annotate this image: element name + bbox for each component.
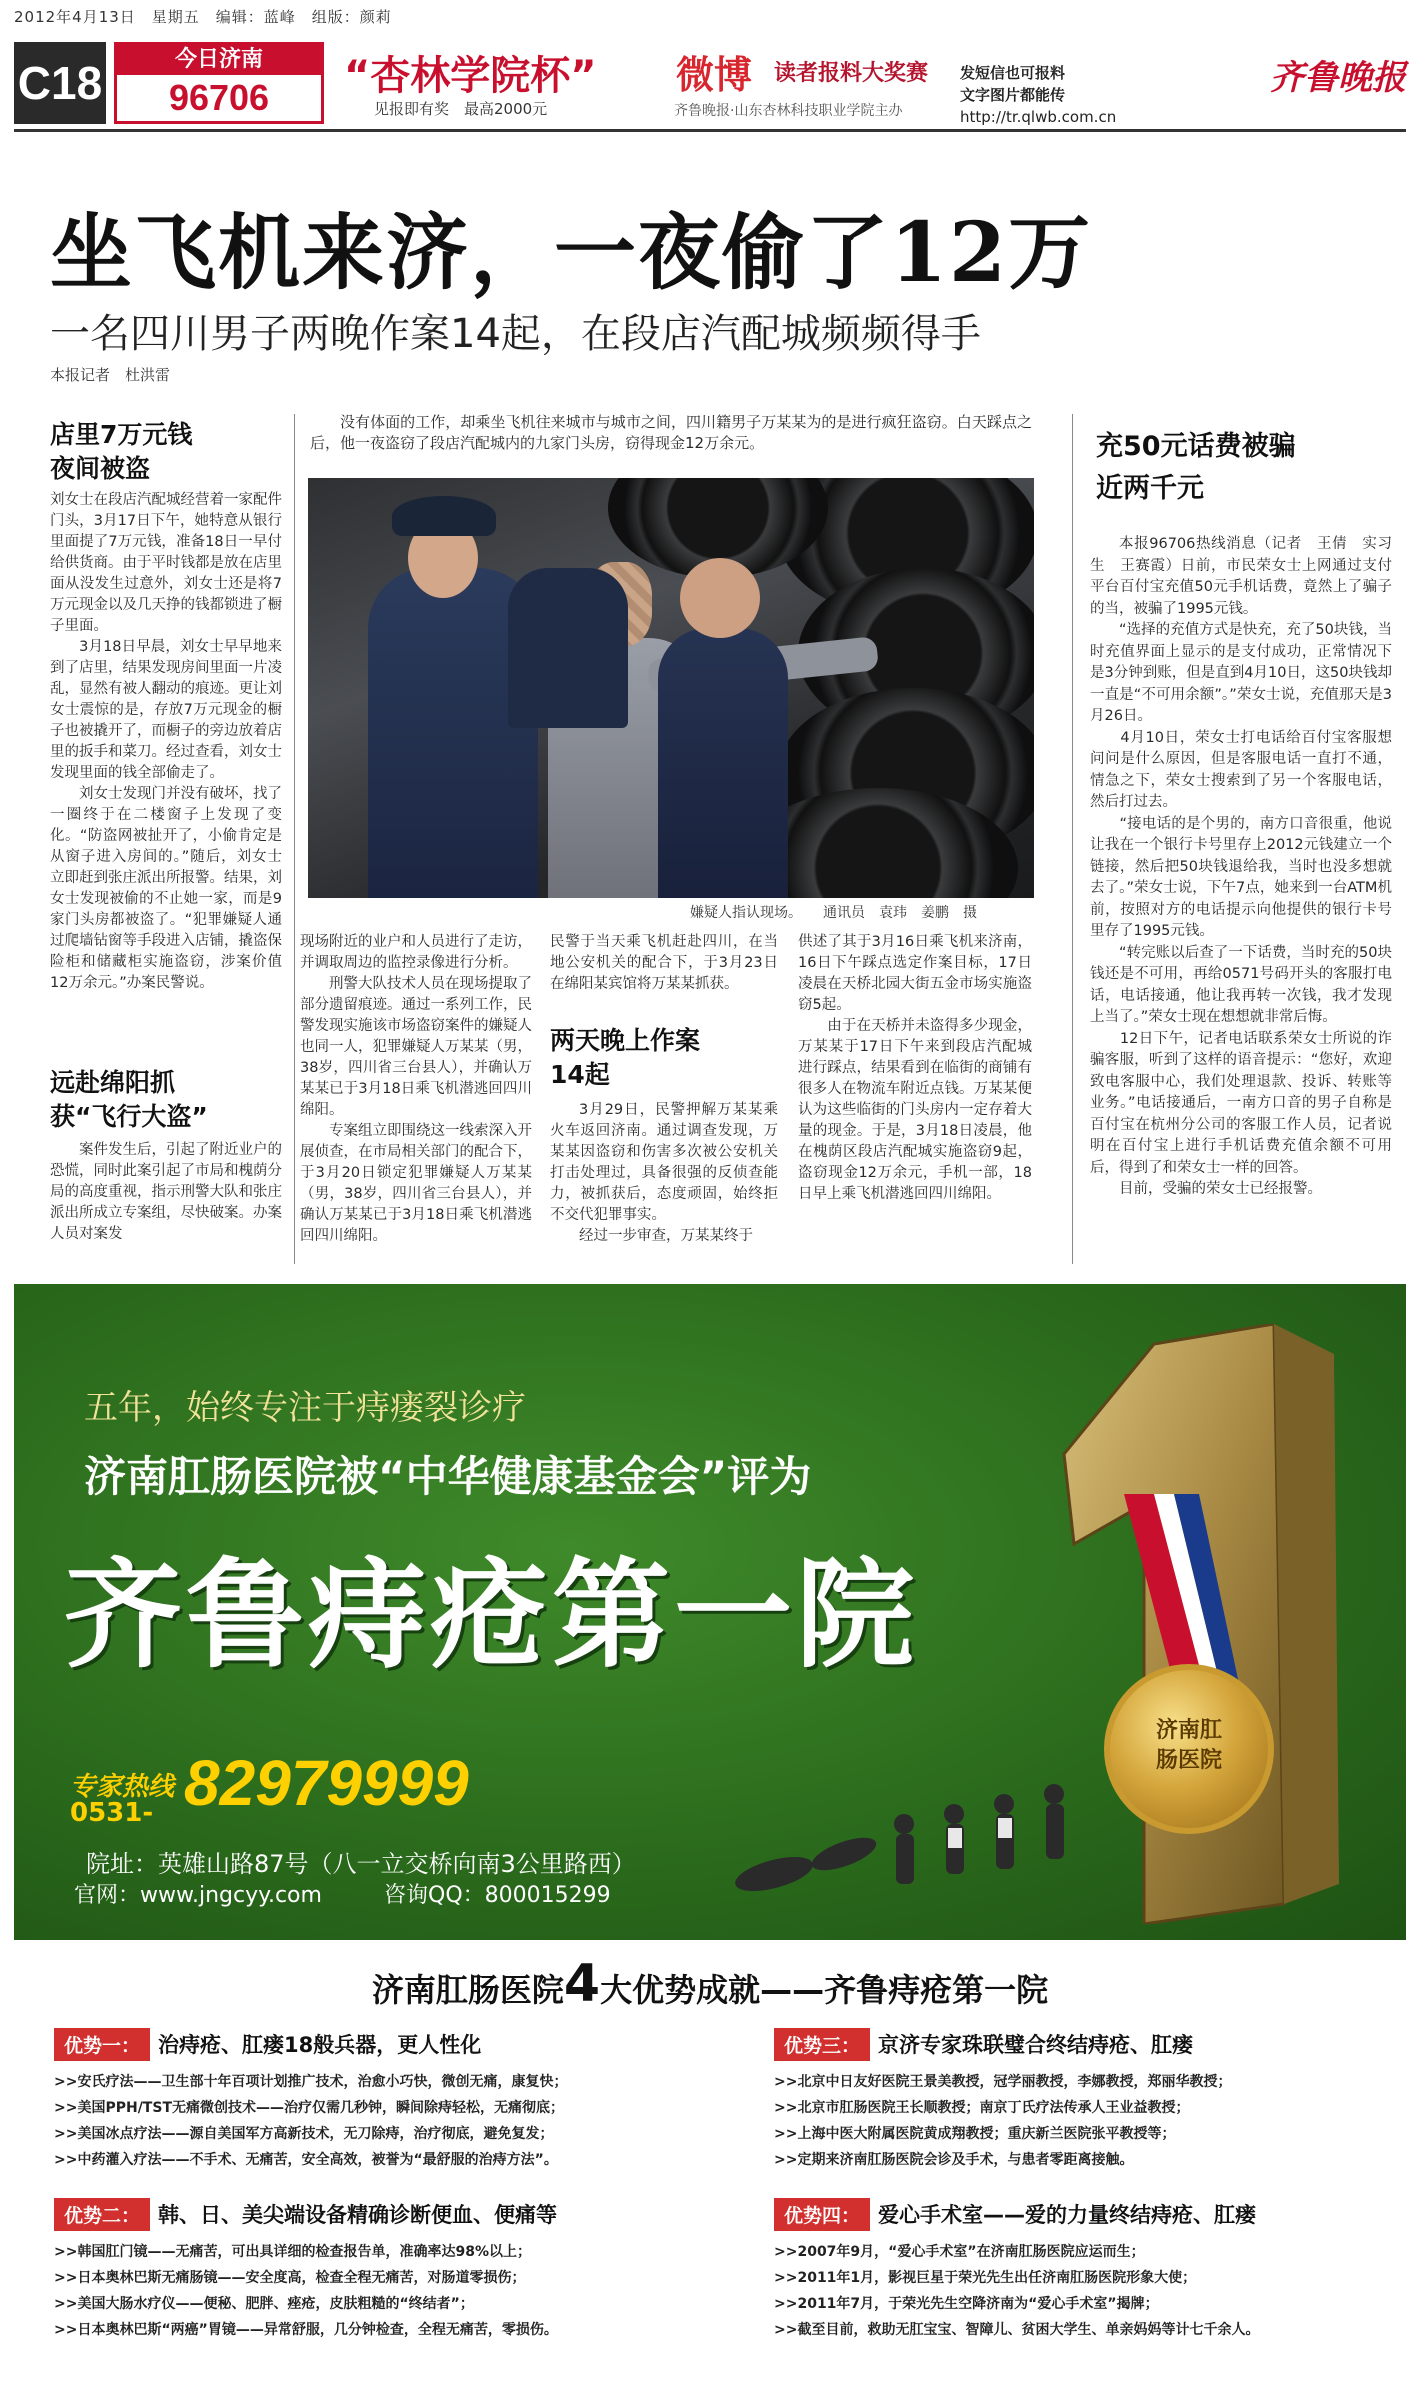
advantages-title-number: 4 [563,1954,601,2014]
advantage-block-4 [774,2198,1417,2343]
contest-note: 见报即有奖 最高2000元 [374,100,548,118]
advantage-item: >>中药灌入疗法——不手术、无痛苦，安全高效，被誉为“最舒服的治痔方法”。 [54,2152,558,2168]
sms-info [960,62,1116,128]
advantage-block-3 [774,2028,1417,2173]
consult-qq: 咨询QQ：800015299 [384,1883,611,1908]
newspaper-logo: 齐鲁晚报 [1270,58,1406,98]
jinan-number: 96706 [168,77,270,118]
advantage-item: >>2011年7月，于荣光先生空降济南为“爱心手术室”揭牌； [774,2296,1159,2312]
advantages-title-post: 大优势成就——齐鲁痔疮第一院 [600,1971,1049,2009]
weibo-label: 微博 [676,53,753,97]
advantage-item: >>北京市肛肠医院王长顺教授；南京丁氏疗法传承人王业益教授； [774,2100,1190,2116]
hospital-address: 院址：英雄山路87号（八一立交桥向南3公里路西） [86,1850,636,1878]
advantage-tag: 优势一： [54,2028,150,2061]
page-number: C18 [14,42,106,124]
advantages-section [14,1940,1406,2383]
section-2-body: 案件发生后，引起了附近业户的恐慌，同时此案引起了市局和槐荫分局的高度重视，指示刑警大队和张庄派出所成立专案组，尽快破案。办案人员对案发 [50,1142,282,1242]
advantage-item: >>韩国肛门镜——无痛苦，可出具详细的检查报告单，准确率达98%以上； [54,2244,531,2260]
advantage-tag: 优势三： [774,2028,870,2061]
hospital-advertisement [14,1284,1406,1940]
ad-tagline: 五年，始终专注于痔瘘裂诊疗 [84,1388,526,1428]
section-2-title: 远赴绵阳抓获“飞行大盗” [50,1068,208,1131]
page-header [14,34,1406,132]
advantage-item: >>美国大肠水疗仪——便秘、肥胖、痤疮，皮肤粗糙的“终结者”； [54,2296,474,2312]
advantages-title [14,1954,1406,2014]
advantage-item: >>安氏疗法——卫生部十年百项计划推广技术，治愈小巧快，微创无痛，康复快； [54,2074,568,2090]
sms-url[interactable]: http://tr.qlwb.com.cn [960,108,1117,126]
advantage-item: >>日本奥林巴斯“两癌”胃镜——异常舒服，几分钟检查，全程无痛苦，零损伤。 [54,2322,558,2338]
sms-line-2: 文字图片都能传 [960,86,1066,104]
column-4-body: 供述了其于3月16日乘飞机来济南，16日下午踩点选定作案目标，17日凌晨在天桥北园大街五金市场实施盗窃5起。 由于在天桥并未盗得多少现金，万某某于17日下午来到段店汽配城进行踩点，结果看到在临街的商铺有很多人在物流车附近点钱。万某某便认为这些临街的门头房内一定存着大量的现金。于是，3月18日凌晨，他在槐荫区段店汽配城实施盗窃9起，盗窃现金12万余元，手机一部，18日早上乘飞机潜逃回四川绵阳。 [798,934,1032,1202]
advantage-item: >>美国PPH/TST无痛微创技术——治疗仅需几秒钟，瞬间除痔轻松，无痛彻底； [54,2100,564,2116]
advantage-item: >>美国冰点疗法——源自美国军方高新技术，无刀除痔，治疗彻底，避免复发； [54,2126,554,2142]
advantages-title-pre: 济南肛肠医院 [371,1971,564,2009]
section-3-title: 两天晚上作案14起 [550,1026,701,1089]
crime-scene-photo [308,478,1034,898]
advantage-block-1 [54,2028,714,2173]
weibo-title: 读者报料大奖赛 [774,61,929,86]
advantage-block-2 [54,2198,714,2343]
advantage-item: >>2007年9月，“爱心手术室”在济南肛肠医院应运而生； [774,2244,1145,2260]
column-2-body: 现场附近的业户和人员进行了走访，并调取周边的监控录像进行分析。 刑警大队技术人员在现场提取了部分遗留痕迹。通过一系列工作，民警发现实施该市场盗窃案件的嫌疑人也同一人，犯罪嫌疑人万某某（男，38岁，四川省三台县人），并确认万某某已于3月18日乘飞机潜逃回四川绵阳。 专案组立即围绕这一线索深入开展侦查，在市局相关部门的配合下，于3月20日锁定犯罪嫌疑人万某某（男，38岁，四川省三台县人），并确认万某某已于3月18日乘飞机潜逃回四川绵阳。 [300,934,532,1244]
contest-title: “杏林学院杯” [344,53,597,99]
advantage-title: 爱心手术室——爱的力量终结痔疮、肛瘘 [878,2203,1257,2227]
issue-meta: 2012年4月13日 星期五 编辑：蓝峰 组版：颜莉 [14,8,392,26]
side-divider [1072,414,1073,1264]
ad-main-slogan: 齐鲁痔疮第一院 [64,1546,919,1684]
sms-line-1: 发短信也可报料 [960,64,1066,82]
column-3-text-b: 3月29日，民警押解万某某乘火车返回济南。通过调查发现，万某某因盗窃和伤害多次被公安机关打击处理过，具备很强的反侦查能力，被抓获后，态度顽固，始终拒不交代犯罪事实。 经过一步审查，万某某终于 [550,1102,778,1244]
weibo-sponsor: 齐鲁晚报·山东杏林科技职业学院主办 [674,103,903,119]
column-3-text-a: 民警于当天乘飞机赶赴四川，在当地公安机关的配合下，于3月23日在绵阳某宾馆将万某某抓获。 [550,934,778,992]
section-1-body: 刘女士在段店汽配城经营着一家配件门头，3月17日下午，她特意从银行里面提了7万元钱，准备18日一早付给供货商。由于平时钱都是放在店里面从没发生过意外，刘女士还是将7万元现金以及几天挣的钱都锁进了橱子里面。 3月18日早晨，刘女士早早地来到了店里，结果发现房间里面一片凌乱，显然有被人翻动的痕迹。更让刘女士震惊的是，存放7万元现金的橱子也被撬开了，而橱子的旁边放着店里的扳手和菜刀。经过查看，刘女士发现里面的钱全部偷走了。 刘女士发现门并没有破坏，找了一圈终于在二楼窗子上发现了变化。“防盗网被扯开了，小偷肯定是从窗子进入房间的。”随后，刘女士立即赶到张庄派出所报警。结果，刘女士发现被偷的不止她一家，而是9家门头房都被盗了。“犯罪嫌疑人通过爬墙钻窗等手段进入店铺，撬盗保险柜和储藏柜实施盗窃，涉案价值12万余元。”办案民警说。 [50,492,282,991]
advantage-title: 韩、日、美尖端设备精确诊断便血、便痛等 [158,2203,558,2227]
advantage-title: 京济专家珠联璧合终结痔疮、肛瘘 [878,2033,1194,2057]
advantage-item: >>2011年1月，影视巨星于荣光先生出任济南肛肠医院形象大使； [774,2270,1197,2286]
article-byline: 本报记者 杜洪雷 [50,366,171,384]
medal [1104,1664,1274,1834]
hospital-website[interactable]: 官网：www.jngcyy.com [74,1883,322,1908]
advantage-item: >>截至目前，救助无肛宝宝、智障儿、贫困大学生、单亲妈妈等计七千余人。 [774,2322,1260,2338]
section-1-title: 店里7万元钱夜间被盗 [50,420,193,483]
jinan-hotline-box [114,42,324,124]
advantage-tag: 优势二： [54,2198,150,2231]
article-subhead: 一名四川男子两晚作案14起，在段店汽配城频频得手 [50,311,981,357]
side-story-title: 充50元话费被骗近两千元 [1096,431,1296,504]
hotline-area-code: 0531- [70,1798,154,1828]
advantage-item: >>上海中医大附属医院黄成翔教授；重庆新兰医院张平教授等； [774,2126,1176,2142]
medal-text: 济南肛肠医院 [1155,1718,1222,1773]
hotline-label: 专家热线 [70,1772,175,1802]
advantage-item: >>北京中日友好医院王景美教授，冠学丽教授，李娜教授，郑丽华教授； [774,2074,1232,2090]
side-story-body: 本报96706热线消息（记者 王倩 实习生 王赛霞）日前，市民荣女士上网通过支付平台百付宝充值50元手机话费，竟然上了骗子的当，被骗了1995元钱。 “选择的充值方式是快充，充了50块钱，当时充值界面上显示的是支付成功，正常情况下是3分钟到账，但是直到4月10日，这50块钱却一直是“不可用余额”。”荣女士说，充值那天是3月26日。 4月10日，荣女士打电话给百付宝客服想问问是什么原因，但是客服电话一直打不通，情急之下，荣女士搜索到了另一个客服电话，然后打过去。 “接电话的是个男的，南方口音很重，他说让我在一个银行卡号里存上2012元钱建立一个链接，然后把50块钱退给我，当时也没多想就去了。”荣女士说，下午7点，她来到一台ATM机前，按照对方的电话提示向他提供的银行卡号里存了1995元钱。 “转完账以后查了一下话费，当时充的50块钱还是不可用，再给0571号码开头的客服打电话，电话接通，他让我再转一次钱，我才发现上当了。”荣女士现在想想就非常后悔。 12日下午，记者电话联系荣女士所说的诈骗客服，听到了这样的语音提示：“您好，欢迎致电客服中心，我们处理退款、投诉、转账等业务。”电话接通后，一南方口音的男子自称是百付宝在杭州分公司的客服工作人员，记者说明在百付宝上进行手机话费充值余额不可用后，得到了和荣女士一样的回答。 目前，受骗的荣女士已经报警。 [1090,536,1392,1197]
advantage-item: >>定期来济南肛肠医院会诊及手术，与患者零距离接触。 [774,2152,1134,2168]
article-lead: 没有体面的工作，却乘坐飞机往来城市与城市之间，四川籍男子万某某为的是进行疯狂盗窃。白天踩点之后，他一夜盗窃了段店汽配城内的九家门头房，窃得现金12万余元。 [310,413,1032,452]
runners-graphic [734,1754,1114,1924]
advantage-tag: 优势四： [774,2198,870,2231]
photo-caption: 嫌疑人指认现场。 通讯员 袁玮 姜鹏 摄 [690,905,977,921]
medal-ribbon [1124,1494,1254,1684]
advantage-title: 治痔疮、肛瘘18般兵器，更人性化 [158,2033,482,2057]
advantage-item: >>日本奥林巴斯无痛肠镜——安全度高，检查全程无痛苦，对肠道零损伤； [54,2270,526,2286]
jinan-label: 今日济南 [117,45,321,75]
column-divider [294,414,295,1264]
article-headline: 坐飞机来济，一夜偷了12万 [50,205,1093,301]
hotline-number[interactable]: 82979999 [184,1747,469,1819]
ad-award-line: 济南肛肠医院被“中华健康基金会”评为 [84,1452,812,1501]
